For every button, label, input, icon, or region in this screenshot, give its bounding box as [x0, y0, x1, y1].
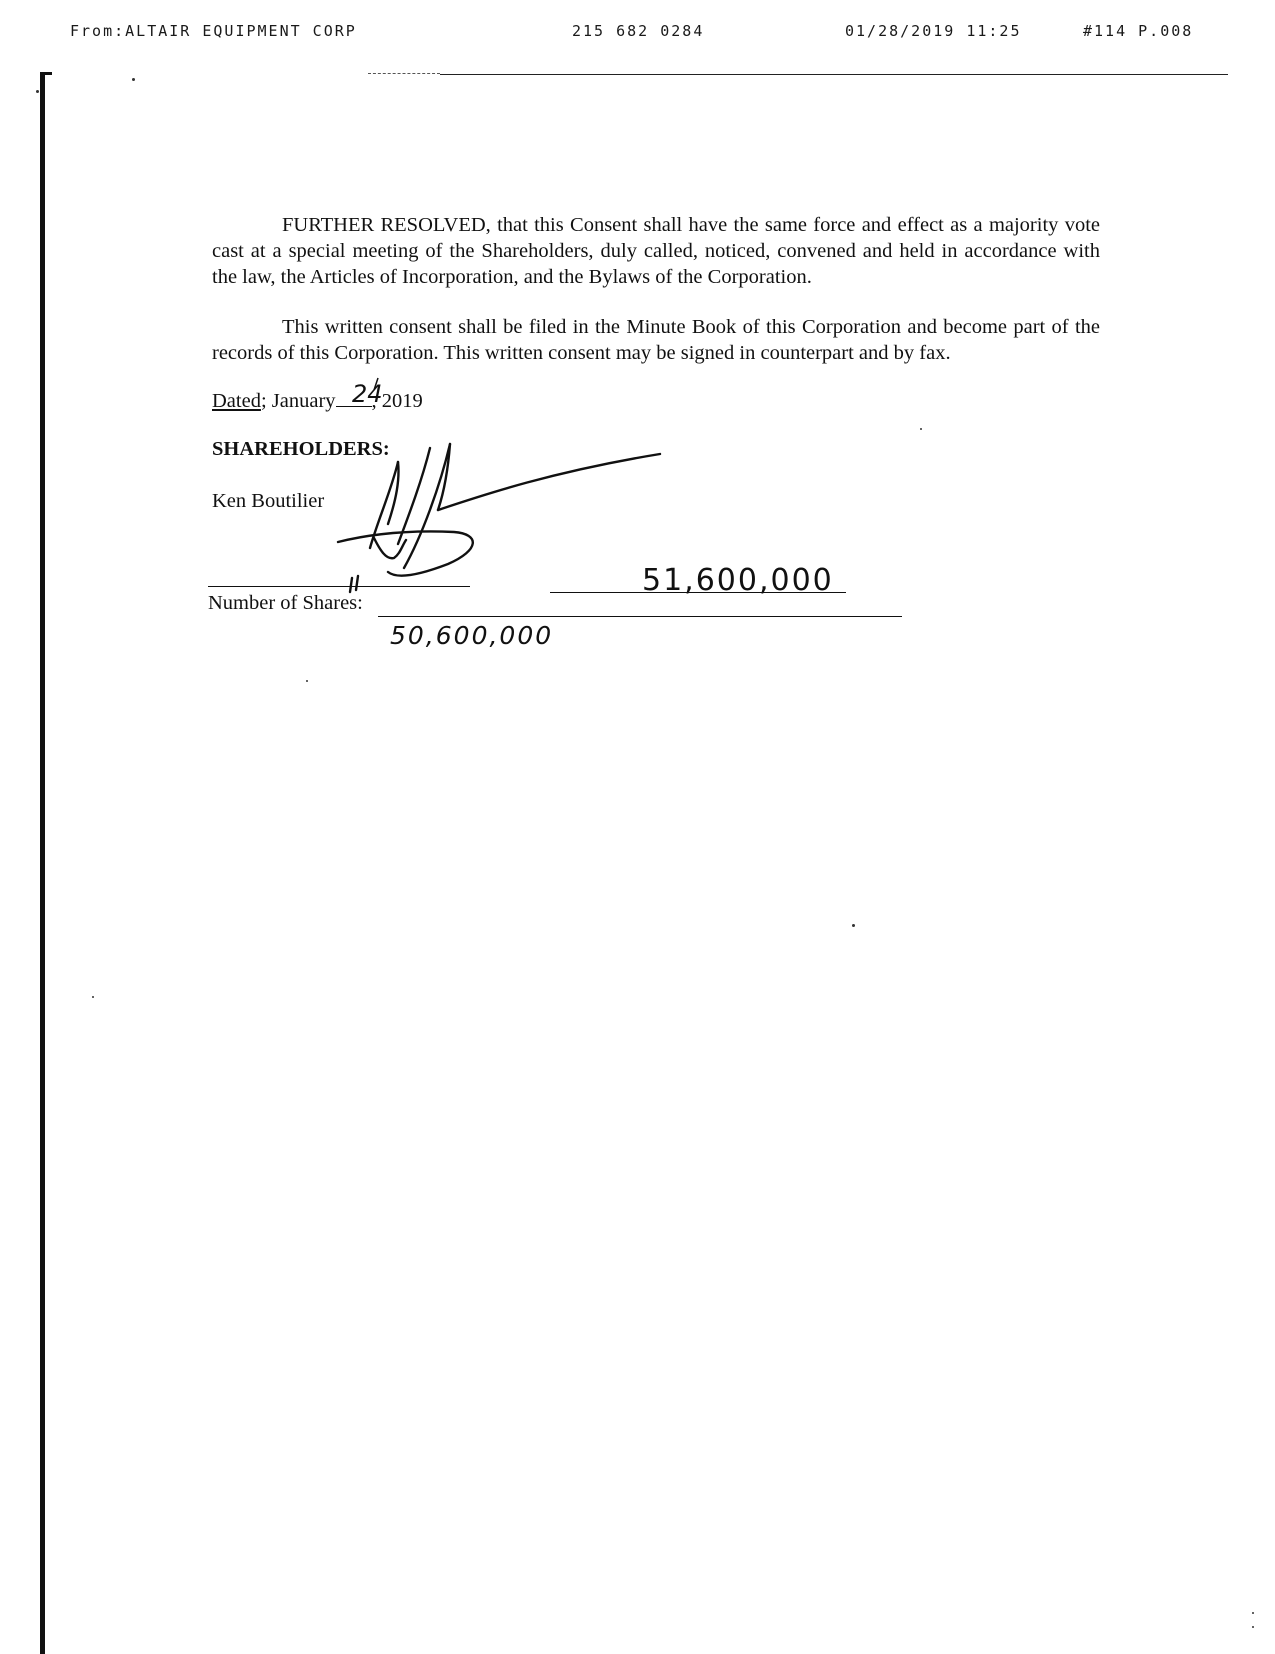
fax-header [0, 22, 1275, 46]
dated-month: January [271, 390, 336, 412]
handwritten-shares-lower [388, 616, 578, 654]
shares-label: Number of Shares: [208, 592, 363, 614]
scan-speck [132, 78, 135, 81]
scan-speck [306, 680, 308, 682]
dated-label: Dated [212, 390, 261, 412]
scan-speck [852, 924, 855, 927]
top-rule-dashed [368, 73, 440, 75]
dated-year: , 2019 [371, 390, 423, 412]
shareholders-heading: SHAREHOLDERS: [212, 438, 390, 460]
scan-speck [92, 996, 94, 998]
shareholder-name: Ken Boutilier [212, 490, 325, 512]
dated-separator: ; [260, 390, 267, 412]
handwritten-shares-lower-text: 50,600,000 [390, 621, 554, 650]
dated-line [212, 388, 423, 413]
scan-speck [920, 428, 922, 430]
scan-left-bar [40, 72, 45, 1654]
fax-from: From:ALTAIR EQUIPMENT CORP [70, 22, 357, 40]
filing-paragraph: This written consent shall be filed in the Minute Book of this Corporation and become part of the records of this Corporation. This written consent may be signed in counterpart and by fax. [212, 316, 1100, 364]
fax-datetime: 01/28/2019 11:25 [845, 22, 1022, 40]
handwritten-day-text: 24 [352, 380, 383, 408]
fax-phone: 215 682 0284 [572, 22, 705, 40]
handwritten-shares-upper [640, 558, 850, 598]
scan-speck [1252, 1626, 1254, 1628]
top-rule [440, 74, 1228, 75]
scan-speck [1252, 1612, 1254, 1614]
handwritten-shares-upper-text: 51,600,000 [642, 563, 834, 598]
fax-page-number: #114 P.008 [1083, 22, 1194, 40]
resolution-paragraph: FURTHER RESOLVED, that this Consent shall have the same force and effect as a majority vote cast at a special meeting of the Shareholders, duly called, noticed, convened and held in accordance with the law, the Articles of Incorporation, and the Bylaws of the Corporation. [212, 214, 1100, 288]
scan-left-bar-tick [40, 72, 52, 75]
handwritten-day [350, 376, 390, 410]
scan-speck [36, 90, 39, 93]
